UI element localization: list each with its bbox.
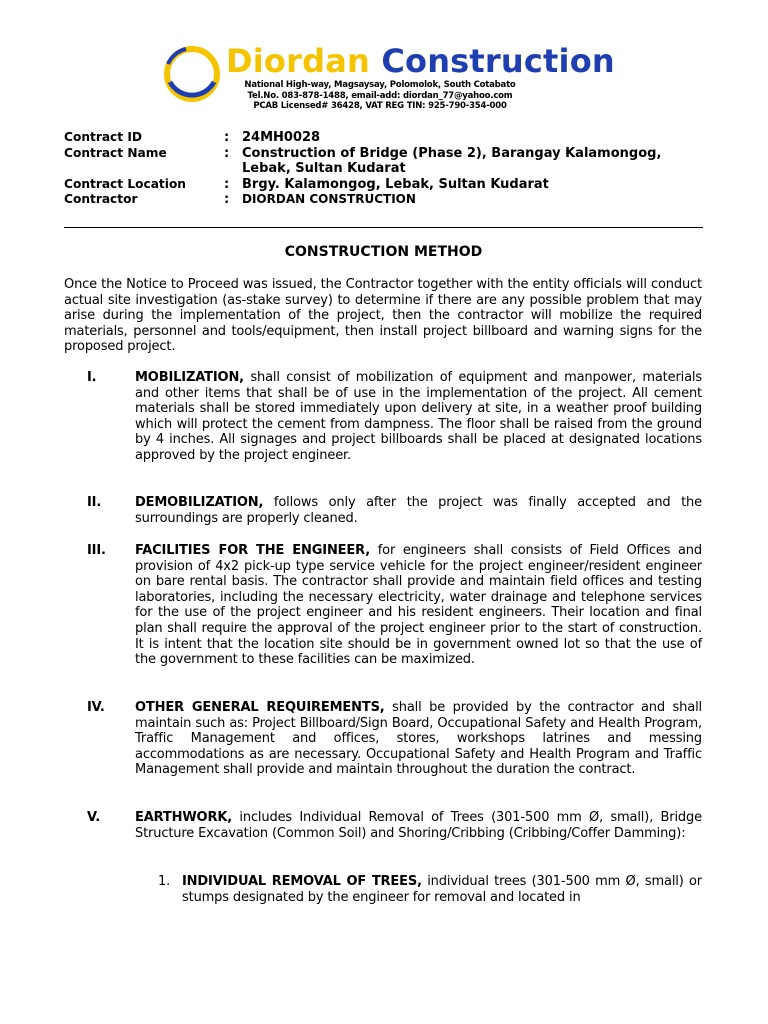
separator: : xyxy=(224,145,230,161)
intro-paragraph: Once the Notice to Proceed was issued, the Contractor together with the entity officials will conduct actual site investigation (as-stake survey) to determine if there are any possible problem that may arise during the implementation of the project, then the contractor will mobilize the required materials, personnel and tools/equipment, then install project billboard and warning signs for the proposed project. xyxy=(64,277,702,355)
section-body: shall consist of mobilization of equipment and manpower, materials and other items that shall be of use in the implementation of the project. All cement materials shall be stored immediately upon delivery at site, in a weather proof building which will protect the cement from dampness. The floor shall be raised from the ground by 4 inches. All signages and project billboards shall be placed at designated locations approved by the project engineer. xyxy=(135,370,702,463)
contract-location-row xyxy=(64,177,704,193)
section-body: for engineers shall consists of Field Offices and provision of 4x2 pick-up type service vehicle for the project engineer/resident engineer on bare rental basis. The contractor shall provide and maintain field offices and testing laboratories, including the necessary electricity, water drainage and telephone services for the use of the project engineer and his resident engineers. Their location and final plan shall require the approval of the project engineer prior to the start of construction. It is intent that the location site should be in government owned lot so that the use of the government to these facilities can be maximized. xyxy=(135,543,702,668)
section-number: II. xyxy=(87,495,102,510)
section-heading: DEMOBILIZATION, xyxy=(135,495,264,510)
company-name-first: Diordan xyxy=(226,42,370,80)
section-heading: EARTHWORK, xyxy=(135,810,233,825)
horizontal-divider xyxy=(64,227,703,228)
section-facilities xyxy=(87,543,702,668)
section-demobilization xyxy=(87,495,702,526)
subsection-text xyxy=(182,874,702,905)
contract-info xyxy=(64,130,704,208)
section-text xyxy=(135,700,702,778)
section-general-requirements xyxy=(87,700,702,778)
section-body: includes Individual Removal of Trees (301-500 mm Ø, small), Bridge Structure Excavation (Common Soil) and Shoring/Cribbing (Cribbing/Coffer Damming): xyxy=(135,810,702,841)
subsection-tree-removal xyxy=(158,874,702,905)
section-text xyxy=(135,810,702,841)
contract-name-row xyxy=(64,146,704,177)
letterhead-details xyxy=(230,80,530,112)
separator: : xyxy=(224,130,230,145)
contract-location-value: Brgy. Kalamongog, Lebak, Sultan Kudarat xyxy=(242,176,549,192)
section-body: shall be provided by the contractor and shall maintain such as: Project Billboard/Sign Board, Occupational Safety and Health Program, Traffic Management and offices, stores, workshops latrines and messing accommodations as are necessary. Occupational Safety and Health Program and Traffic Management shall provide and maintain throughout the duration the contract. xyxy=(135,700,702,778)
contractor-row xyxy=(64,192,704,208)
document-title: CONSTRUCTION METHOD xyxy=(284,244,483,260)
contract-location-label: Contract Location xyxy=(64,176,186,191)
separator: : xyxy=(224,192,230,207)
section-number: V. xyxy=(87,810,101,825)
contractor-label: Contractor xyxy=(64,192,138,206)
subsection-number: 1. xyxy=(158,874,171,889)
contractor-value: DIORDAN CONSTRUCTION xyxy=(242,192,416,206)
company-contact: Tel.No. 083-878-1488, email-add: diordan_77@yahoo.com xyxy=(247,90,513,101)
company-license: PCAB Licensed# 36428, VAT REG TIN: 925-790-354-000 xyxy=(253,101,507,111)
section-text xyxy=(135,370,702,464)
section-heading: OTHER GENERAL REQUIREMENTS, xyxy=(135,700,385,715)
ring-logo-icon xyxy=(160,42,224,106)
company-name-second: Construction xyxy=(381,42,615,80)
subsection-body: individual trees (301-500 mm Ø, small) or stumps designated by the engineer for removal and located in xyxy=(182,874,702,905)
section-text xyxy=(135,543,702,668)
section-mobilization xyxy=(87,370,702,464)
section-number: I. xyxy=(87,370,97,385)
subsection-heading: INDIVIDUAL REMOVAL OF TREES, xyxy=(182,874,422,889)
section-heading: MOBILIZATION, xyxy=(135,370,244,385)
contract-name-label: Contract Name xyxy=(64,145,167,160)
contract-name-value: Construction of Bridge (Phase 2), Barangay Kalamongog, Lebak, Sultan Kudarat xyxy=(242,145,662,176)
contract-id-label: Contract ID xyxy=(64,130,142,144)
company-address: National High-way, Magsaysay, Polomolok, South Cotabato xyxy=(244,80,516,90)
section-text xyxy=(135,495,702,526)
separator: : xyxy=(224,176,230,192)
section-earthwork xyxy=(87,810,702,841)
section-number: IV. xyxy=(87,700,105,715)
section-heading: FACILITIES FOR THE ENGINEER, xyxy=(135,543,371,558)
company-name xyxy=(226,42,615,80)
section-body: follows only after the project was finally accepted and the surroundings are properly cleaned. xyxy=(135,495,702,526)
contract-id-row xyxy=(64,130,704,146)
section-number: III. xyxy=(87,543,106,558)
contract-id-value: 24MH0028 xyxy=(242,130,321,145)
